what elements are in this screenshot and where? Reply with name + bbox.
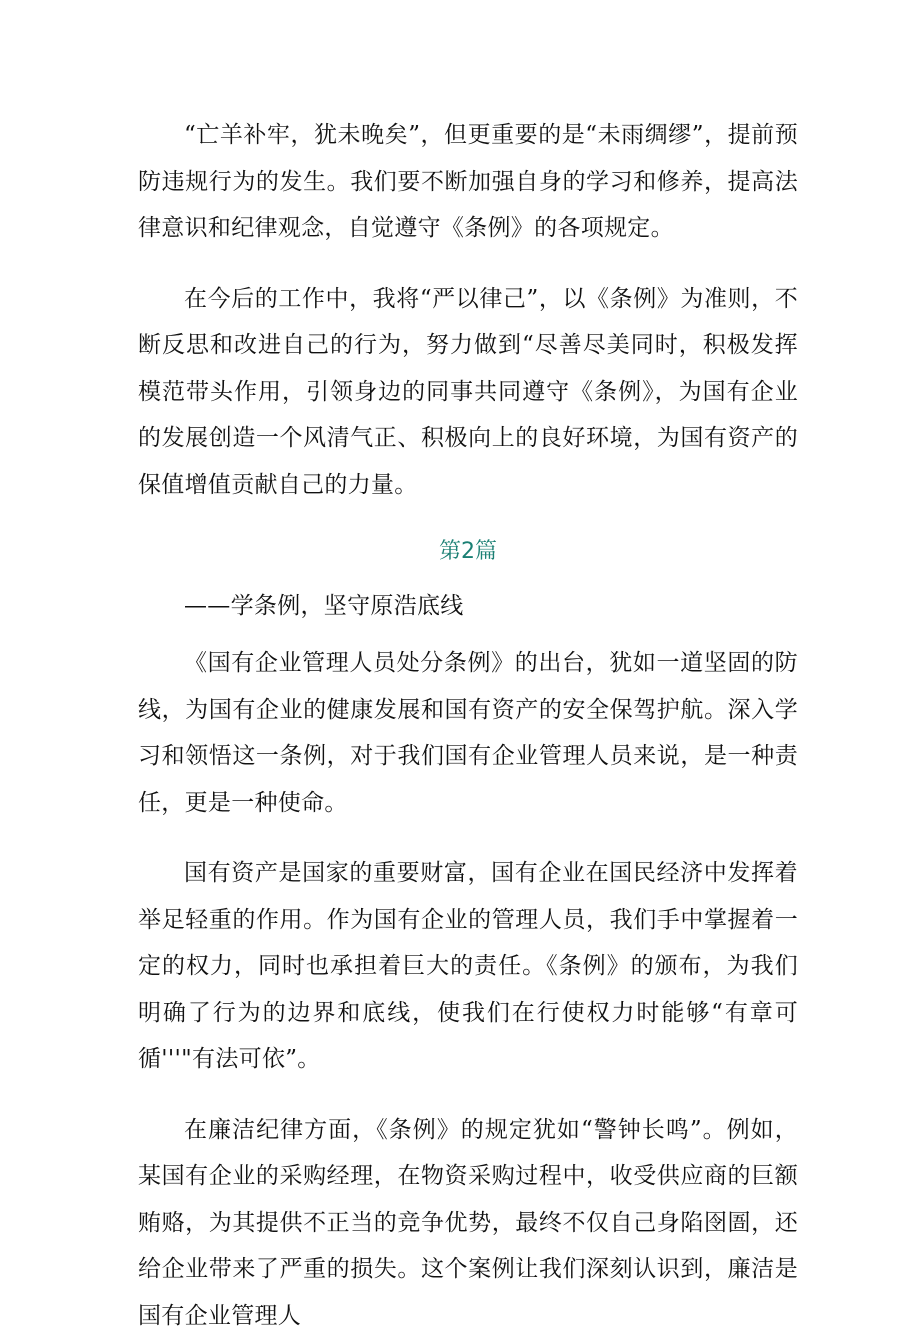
document-body xyxy=(138,112,798,1339)
section-heading: 第2篇 xyxy=(138,529,798,575)
body-paragraph: 在廉洁纪律方面，《条例》的规定犹如“警钟长鸣”。例如，某国有企业的采购经理，在物资采购过程中，收受供应商的巨额贿赂，为其提供不正当的竞争优势，最终不仅自己身陷囹圄，还给企业带来了严重的损失。这个案例让我们深刻认识到，廉洁是国有企业管理人 xyxy=(138,1107,798,1339)
body-paragraph: “亡羊补牢，犹未晚矣”，但更重要的是“未雨绸缪”，提前预防违规行为的发生。我们要不断加强自身的学习和修养，提高法律意识和纪律观念，自觉遵守《条例》的各项规定。 xyxy=(138,112,798,252)
body-paragraph: 国有资产是国家的重要财富，国有企业在国民经济中发挥着举足轻重的作用。作为国有企业的管理人员，我们手中掌握着一定的权力，同时也承担着巨大的责任。《条例》的颁布，为我们明确了行为的边界和底线，使我们在行使权力时能够“有章可循'''"有法可依”。 xyxy=(138,850,798,1083)
body-paragraph: 在今后的工作中，我将“严以律己”，以《条例》为准则，不断反思和改进自己的行为，努力做到“尽善尽美同时，积极发挥模范带头作用，引领身边的同事共同遵守《条例》，为国有企业的发展创造一个风清气正、积极向上的良好环境，为国有资产的保值增值贡献自己的力量。 xyxy=(138,276,798,509)
section-subtitle: ——学条例，坚守原浩底线 xyxy=(138,583,798,629)
body-paragraph: 《国有企业管理人员处分条例》的出台，犹如一道坚固的防线，为国有企业的健康发展和国有资产的安全保驾护航。深入学习和领悟这一条例，对于我们国有企业管理人员来说，是一种责任，更是一种使命。 xyxy=(138,640,798,826)
